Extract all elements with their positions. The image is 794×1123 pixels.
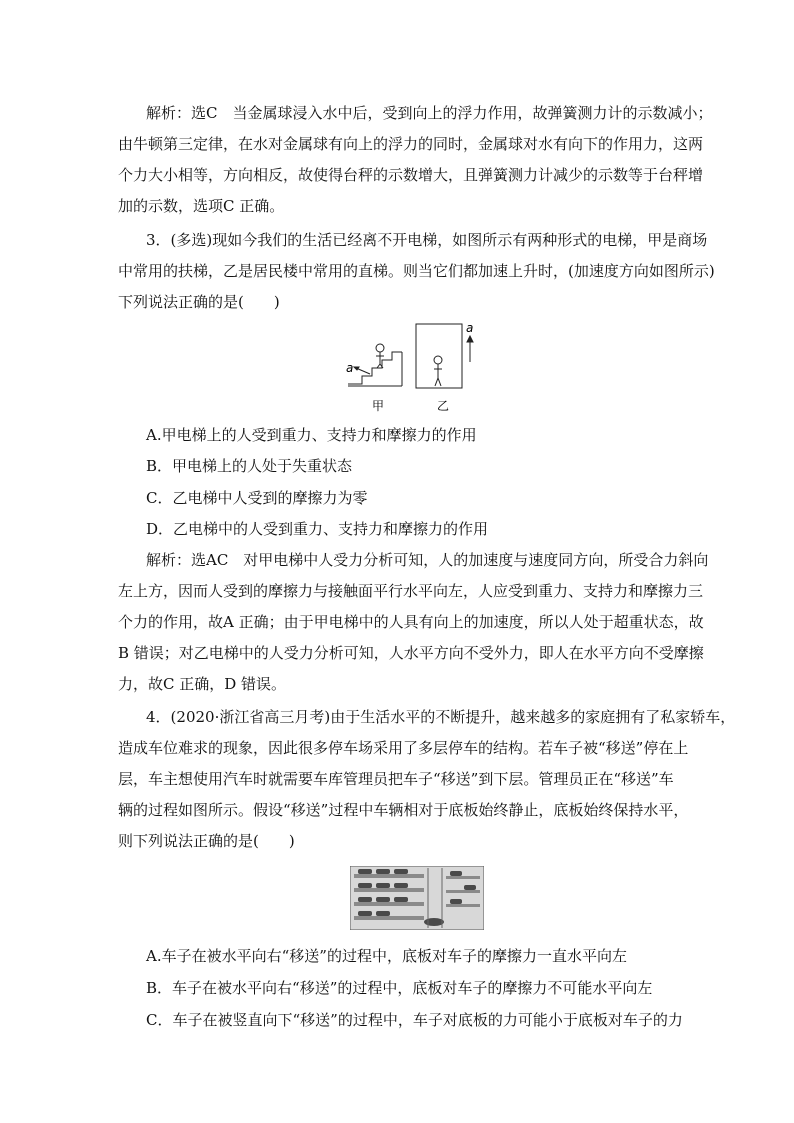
analysis2-line4: B 错误；对乙电梯中的人受力分析可知，人水平方向不受外力，即人在水平方向不受摩擦 xyxy=(118,644,704,662)
q3-line1: 3．(多选)现如今我们的生活已经离不开电梯，如图所示有两种形式的电梯，甲是商场 xyxy=(146,231,708,249)
q3-option-c: C．乙电梯中人受到的摩擦力为零 xyxy=(146,489,368,507)
parking-garage-image xyxy=(350,866,484,930)
analysis2-line1: 解析：选AC 对甲电梯中人受力分析可知，人的加速度与速度同方向，所受合力斜向 xyxy=(146,551,709,569)
q4-line5: 则下列说法正确的是( ) xyxy=(118,832,295,850)
analysis1-line2: 由牛顿第三定律，在水对金属球有向上的浮力的同时，金属球对水有向下的作用力，这两 xyxy=(118,135,704,153)
escalator-accel-label: a xyxy=(346,361,354,375)
q3-option-d: D．乙电梯中的人受到重力、支持力和摩擦力的作用 xyxy=(146,520,489,538)
fig-caption-yi: 乙 xyxy=(437,399,450,413)
analysis2-line5: 力，故C 正确，D 错误。 xyxy=(118,675,287,693)
q4-line4: 辆的过程如图所示。假设“移送”过程中车辆相对于底板始终静止，底板始终保持水平， xyxy=(118,801,689,819)
elevator-diagram xyxy=(416,324,473,388)
analysis2-line2: 左上方，因而人受到的摩擦力与接触面平行水平向左，人应受到重力、支持力和摩擦力三 xyxy=(118,582,704,600)
analysis2-line3: 个力的作用，故A 正确；由于甲电梯中的人具有向上的加速度，所以人处于超重状态，故 xyxy=(118,613,704,631)
q3-option-b: B．甲电梯上的人处于失重状态 xyxy=(146,457,353,475)
analysis1-line4: 加的示数，选项C 正确。 xyxy=(118,197,285,215)
q4-line2: 造成车位难求的现象，因此很多停车场采用了多层停车的结构。若车子被“移送”停在上 xyxy=(118,739,689,757)
q4-option-c: C．车子在被竖直向下“移送”的过程中，车子对底板的力可能小于底板对车子的力 xyxy=(146,1011,683,1029)
q3-option-a: A.甲电梯上的人受到重力、支持力和摩擦力的作用 xyxy=(146,426,477,444)
elevator-figure xyxy=(340,322,490,414)
analysis1-line1: 解析：选C 当金属球浸入水中后，受到向上的浮力作用，故弹簧测力计的示数减小； xyxy=(146,104,713,122)
q3-line3: 下列说法正确的是( ) xyxy=(118,293,280,311)
q4-line1: 4．(2020·浙江省高三月考)由于生活水平的不断提升，越来越多的家庭拥有了私家轿车， xyxy=(146,708,736,726)
analysis1-line3: 个力大小相等，方向相反，故使得台秤的示数增大，且弹簧测力计减少的示数等于台秤增 xyxy=(118,166,704,184)
q4-option-a: A.车子在被水平向右“移送”的过程中，底板对车子的摩擦力一直水平向左 xyxy=(146,947,627,965)
q4-option-b: B．车子在被水平向右“移送”的过程中，底板对车子的摩擦力不可能水平向左 xyxy=(146,979,653,997)
elevator-accel-label: a xyxy=(466,322,474,335)
escalator-diagram xyxy=(348,344,402,386)
q3-line2: 中常用的扶梯，乙是居民楼中常用的直梯。则当它们都加速上升时，(加速度方向如图所示) xyxy=(118,262,715,280)
fig-caption-jia: 甲 xyxy=(372,399,385,413)
q4-line3: 层，车主想使用汽车时就需要车库管理员把车子“移送”到下层。管理员正在“移送”车 xyxy=(118,770,674,788)
